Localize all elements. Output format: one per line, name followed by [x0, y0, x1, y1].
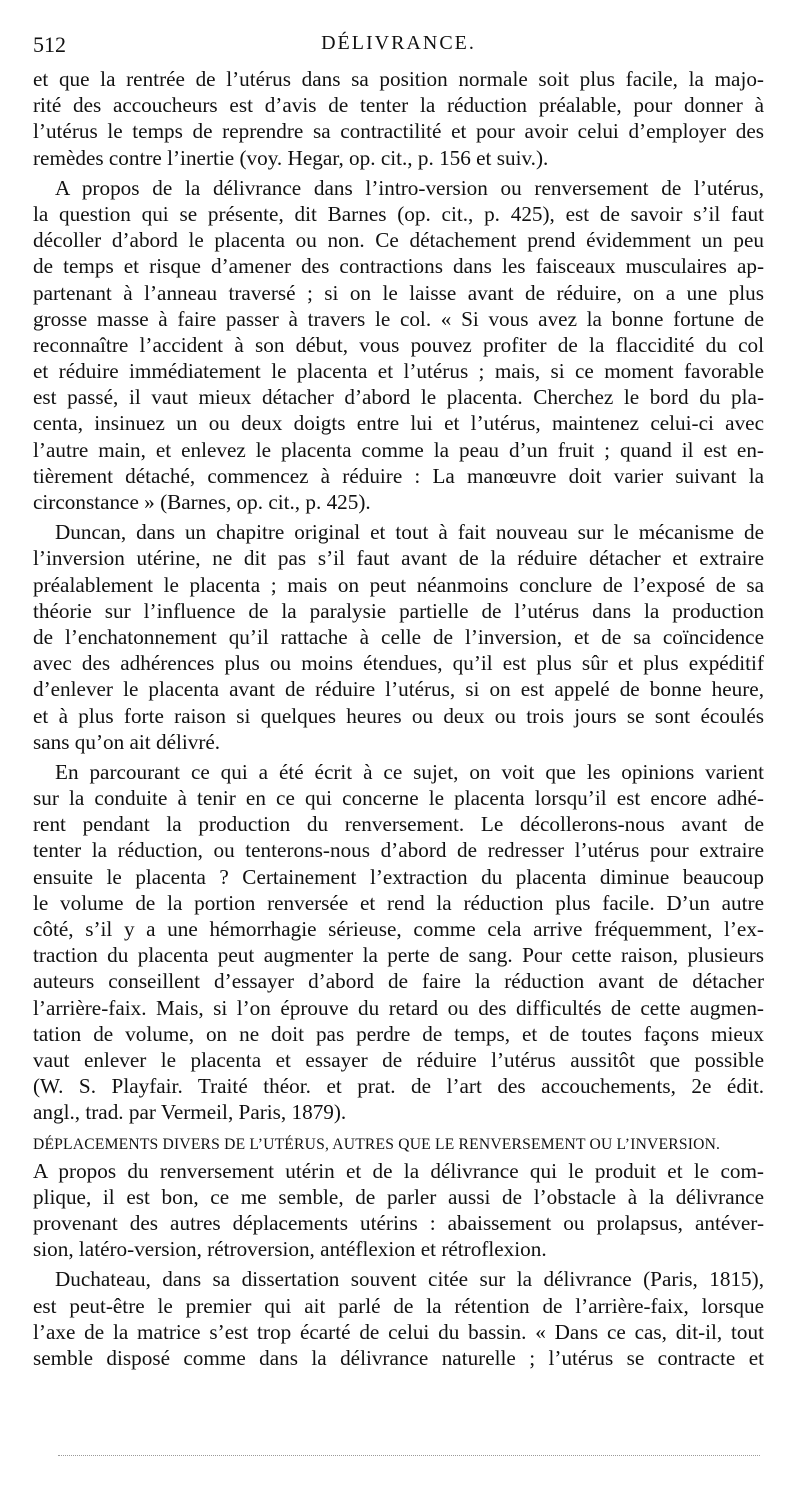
footer-dotted-rule — [58, 1455, 760, 1456]
text-line: l’autre main, et enlevez le placenta comme la peau d’un fruit ; quand il est en- — [33, 437, 764, 462]
text-line: remèdes contre l’inertie (voy. Hegar, op. cit., p. 156 et suiv.). — [33, 145, 549, 170]
text-line: l’axe de la matrice s’est trop écarté de celui du bassin. « Dans ce cas, dit-il, tout — [33, 1319, 764, 1344]
text-line: semble disposé comme dans la délivrance naturelle ; l’utérus se contracte et — [33, 1346, 764, 1370]
text-line: vaut enlever le placenta et essayer de réduire l’utérus aussitôt que possible — [33, 1047, 764, 1072]
text-line: sion, latéro-version, rétroversion, antéflexion et rétroflexion. — [33, 1237, 547, 1262]
text-line: de l’enchatonnement qu’il rattache à celle de l’inversion, et de sa coïncidence — [33, 624, 764, 649]
text-line: rent pendant la production du renversement. Le décollerons-nous avant de — [33, 812, 764, 837]
text-line: sans qu’on ait délivré. — [33, 729, 221, 754]
text-line: et réduire immédiatement le placenta et l’utérus ; mais, si ce moment favorable — [33, 359, 764, 384]
text-line: le volume de la portion renversée et rend la réduction plus facile. D’un autre — [33, 890, 764, 915]
text-line: A propos de la délivrance dans l’intro-version ou renversement de l’utérus, — [55, 175, 764, 200]
text-line: rité des accoucheurs est d’avis de tenter la réduction préalable, pour donner à — [33, 93, 764, 118]
text-line: plique, il est bon, ce me semble, de parler aussi de l’obstacle à la délivrance — [33, 1184, 764, 1209]
text-line: centa, insinuez un ou deux doigts entre lui et l’utérus, maintenez celui-ci avec — [33, 411, 764, 436]
text-line: la question qui se présente, dit Barnes (op. cit., p. 425), est de savoir s’il faut — [33, 201, 764, 226]
text-line: sur la conduite à tenir en ce qui concerne le placenta lorsqu’il est encore adhé- — [33, 786, 764, 811]
text-line: et que la rentrée de l’utérus dans sa position normale soit plus facile, la majo- — [33, 67, 764, 91]
text-line: (W. S. Playfair. Traité théor. et prat. de l’art des accouchements, 2e édit. — [33, 1074, 764, 1099]
text-line: tièrement détaché, commencez à réduire : La manœuvre doit varier suivant la — [33, 463, 764, 488]
text-line: provenant des autres déplacements utérins : abaissement ou prolapsus, antéver- — [33, 1211, 764, 1236]
text-line: théorie sur l’influence de la paralysie partielle de l’utérus dans la production — [33, 598, 764, 623]
text-line: grosse masse à faire passer à travers le col. « Si vous avez la bonne fortune de — [33, 306, 764, 331]
page-header — [33, 32, 764, 62]
text-line: et à plus forte raison si quelques heures ou deux ou trois jours se sont écoulés — [33, 703, 764, 728]
text-line: auteurs conseillent d’essayer d’abord de faire la réduction avant de détacher — [33, 969, 764, 994]
text-line: préalablement le placenta ; mais on peut néanmoins conclure de l’exposé de sa — [33, 572, 764, 597]
text-line: angl., trad. par Vermeil, Paris, 1879). — [33, 1100, 347, 1125]
text-line: de temps et risque d’amener des contractions dans les faisceaux musculaires ap- — [33, 254, 764, 279]
text-line: est peut-être le premier qui ait parlé de la rétention de l’arrière-faix, lorsque — [33, 1293, 764, 1318]
text-line: tation de volume, on ne doit pas perdre de temps, et de toutes façons mieux — [33, 1021, 764, 1046]
text-line: l’inversion utérine, ne dit pas s’il faut avant de la réduire détacher et extraire — [33, 546, 764, 571]
text-line: Duchateau, dans sa dissertation souvent citée sur la délivrance (Paris, 1815), — [55, 1267, 764, 1292]
text-line: côté, s’il y a une hémorrhagie sérieuse, comme cela arrive fréquemment, l’ex- — [33, 917, 764, 941]
text-line: ensuite le placenta ? Certainement l’extraction du placenta diminue beaucoup — [33, 864, 764, 889]
text-line: décoller d’abord le placenta ou non. Ce détachement prend évidemment un peu — [33, 228, 764, 253]
text-line: tenter la réduction, ou tenterons-nous d’abord de redresser l’utérus pour extraire — [33, 838, 764, 863]
page-number: 512 — [33, 32, 66, 57]
text-line: l’utérus le temps de reprendre sa contractilité et pour avoir celui d’employer des — [33, 119, 764, 144]
text-line: est passé, il vaut mieux détacher d’abord le placenta. Cherchez le bord du pla- — [33, 385, 764, 410]
section-heading: DÉPLACEMENTS DIVERS DE L’UTÉRUS, AUTRES QUE LE RENVERSEMENT OU L’INVERSION. — [33, 1135, 721, 1153]
text-line: l’arrière-faix. Mais, si l’on éprouve du retard ou des difficultés de cette augmen- — [33, 995, 764, 1020]
text-line: d’enlever le placenta avant de réduire l’utérus, si on est appelé de bonne heure, — [33, 677, 764, 702]
text-line: traction du placenta peut augmenter la perte de sang. Pour cette raison, plusieurs — [33, 943, 764, 968]
text-line: avec des adhérences plus ou moins étendues, qu’il est plus sûr et plus expéditif — [33, 651, 764, 676]
text-line: A propos du renversement utérin et de la délivrance qui le produit et le com- — [33, 1158, 764, 1183]
running-head: DÉLIVRANCE. — [321, 32, 476, 54]
text-line: circonstance » (Barnes, op. cit., p. 425). — [33, 490, 371, 514]
body-text — [33, 66, 764, 1371]
text-line: En parcourant ce qui a été écrit à ce sujet, on voit que les opinions varient — [55, 759, 764, 784]
text-line: partenant à l’anneau traversé ; si on le laisse avant de réduire, on a une plus — [33, 280, 764, 305]
text-line: reconnaître l’accident à son début, vous pouvez profiter de la flaccidité du col — [33, 332, 764, 357]
text-line: Duncan, dans un chapitre original et tout à fait nouveau sur le mécanisme de — [55, 520, 764, 545]
